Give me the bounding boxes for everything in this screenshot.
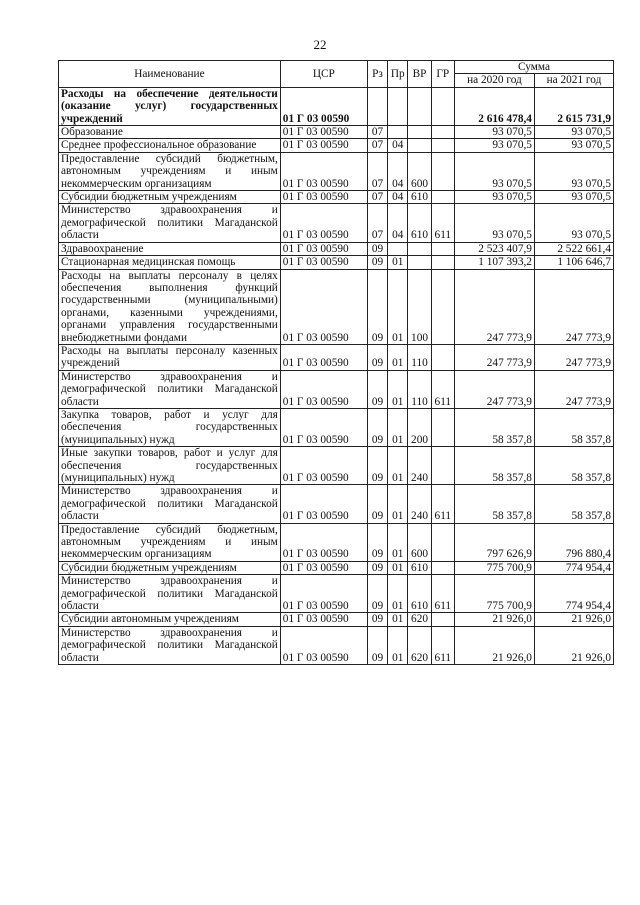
cell-name: Здравоохранение bbox=[59, 242, 281, 255]
cell-sum-2021: 247 773,9 bbox=[534, 269, 613, 344]
cell-csr: 01 Г 03 00590 bbox=[280, 485, 367, 523]
cell-name: Расходы на выплаты персоналу казенных учреждений bbox=[59, 344, 281, 370]
table-row bbox=[59, 561, 614, 574]
table-row bbox=[59, 87, 614, 125]
cell-sum-2020: 247 773,9 bbox=[454, 370, 534, 408]
table-row bbox=[59, 256, 614, 269]
table-row bbox=[59, 242, 614, 255]
cell-pr: 01 bbox=[388, 485, 408, 523]
cell-pr: 01 bbox=[388, 523, 408, 561]
cell-gr bbox=[431, 613, 454, 626]
table-row bbox=[59, 447, 614, 485]
cell-gr bbox=[431, 152, 454, 190]
cell-vr bbox=[408, 126, 431, 139]
cell-csr: 01 Г 03 00590 bbox=[280, 126, 367, 139]
cell-sum-2021: 93 070,5 bbox=[534, 191, 613, 204]
table-row bbox=[59, 626, 614, 664]
cell-gr: 611 bbox=[431, 204, 454, 242]
cell-sum-2021: 774 954,4 bbox=[534, 575, 613, 613]
cell-csr: 01 Г 03 00590 bbox=[280, 447, 367, 485]
cell-pr: 04 bbox=[388, 191, 408, 204]
cell-csr: 01 Г 03 00590 bbox=[280, 626, 367, 664]
cell-rz: 07 bbox=[367, 191, 387, 204]
cell-sum-2020: 247 773,9 bbox=[454, 269, 534, 344]
header-pr: Пр bbox=[388, 61, 408, 88]
cell-sum-2021: 1 106 646,7 bbox=[534, 256, 613, 269]
cell-name: Субсидии бюджетным учреждениям bbox=[59, 561, 281, 574]
cell-csr: 01 Г 03 00590 bbox=[280, 191, 367, 204]
cell-pr: 01 bbox=[388, 269, 408, 344]
budget-table bbox=[58, 60, 614, 665]
cell-name: Стационарная медицинская помощь bbox=[59, 256, 281, 269]
cell-sum-2020: 21 926,0 bbox=[454, 626, 534, 664]
cell-pr: 01 bbox=[388, 370, 408, 408]
cell-rz: 09 bbox=[367, 370, 387, 408]
cell-csr: 01 Г 03 00590 bbox=[280, 242, 367, 255]
header-csr: ЦСР bbox=[280, 61, 367, 88]
cell-vr: 600 bbox=[408, 152, 431, 190]
cell-rz: 09 bbox=[367, 613, 387, 626]
cell-pr: 04 bbox=[388, 139, 408, 152]
cell-csr: 01 Г 03 00590 bbox=[280, 561, 367, 574]
cell-sum-2021: 774 954,4 bbox=[534, 561, 613, 574]
cell-csr: 01 Г 03 00590 bbox=[280, 344, 367, 370]
cell-sum-2020: 2 523 407,9 bbox=[454, 242, 534, 255]
header-2020: на 2020 год bbox=[454, 74, 534, 87]
cell-sum-2021: 247 773,9 bbox=[534, 344, 613, 370]
table-row bbox=[59, 370, 614, 408]
cell-pr: 04 bbox=[388, 204, 408, 242]
cell-gr bbox=[431, 87, 454, 125]
cell-name: Образование bbox=[59, 126, 281, 139]
cell-name: Среднее профессиональное образование bbox=[59, 139, 281, 152]
table-row bbox=[59, 344, 614, 370]
cell-sum-2020: 93 070,5 bbox=[454, 152, 534, 190]
table-row bbox=[59, 485, 614, 523]
cell-gr: 611 bbox=[431, 626, 454, 664]
cell-vr: 200 bbox=[408, 408, 431, 446]
cell-vr: 610 bbox=[408, 561, 431, 574]
table-row bbox=[59, 269, 614, 344]
table-row bbox=[59, 408, 614, 446]
cell-pr: 01 bbox=[388, 575, 408, 613]
cell-pr bbox=[388, 242, 408, 255]
header-vr: ВР bbox=[408, 61, 431, 88]
table-row bbox=[59, 575, 614, 613]
cell-name: Иные закупки товаров, работ и услуг для обеспечения государственных (муниципальных) нужд bbox=[59, 447, 281, 485]
cell-sum-2021: 796 880,4 bbox=[534, 523, 613, 561]
cell-csr: 01 Г 03 00590 bbox=[280, 408, 367, 446]
cell-sum-2021: 2 522 661,4 bbox=[534, 242, 613, 255]
header-gr: ГР bbox=[431, 61, 454, 88]
cell-pr: 01 bbox=[388, 447, 408, 485]
cell-sum-2021: 58 357,8 bbox=[534, 408, 613, 446]
cell-csr: 01 Г 03 00590 bbox=[280, 87, 367, 125]
cell-rz: 09 bbox=[367, 242, 387, 255]
header-name: Наименование bbox=[59, 61, 281, 88]
cell-gr: 611 bbox=[431, 370, 454, 408]
cell-name: Субсидии бюджетным учреждениям bbox=[59, 191, 281, 204]
table-row bbox=[59, 613, 614, 626]
cell-sum-2020: 93 070,5 bbox=[454, 191, 534, 204]
cell-vr: 600 bbox=[408, 523, 431, 561]
cell-gr: 611 bbox=[431, 485, 454, 523]
cell-name: Расходы на обеспечение деятельности (оказание услуг) государственных учреждений bbox=[59, 87, 281, 125]
cell-name: Субсидии автономным учреждениям bbox=[59, 613, 281, 626]
cell-vr: 240 bbox=[408, 485, 431, 523]
cell-pr bbox=[388, 126, 408, 139]
cell-pr: 01 bbox=[388, 256, 408, 269]
cell-pr: 01 bbox=[388, 344, 408, 370]
cell-rz: 07 bbox=[367, 152, 387, 190]
page-number: 22 bbox=[313, 37, 327, 52]
cell-sum-2021: 21 926,0 bbox=[534, 626, 613, 664]
cell-name: Министерство здравоохранения и демографической политики Магаданской области bbox=[59, 204, 281, 242]
cell-gr bbox=[431, 269, 454, 344]
cell-name: Министерство здравоохранения и демографической политики Магаданской области bbox=[59, 575, 281, 613]
cell-sum-2021: 21 926,0 bbox=[534, 613, 613, 626]
cell-vr: 620 bbox=[408, 613, 431, 626]
cell-vr bbox=[408, 242, 431, 255]
cell-sum-2020: 775 700,9 bbox=[454, 561, 534, 574]
cell-gr bbox=[431, 139, 454, 152]
cell-name: Предоставление субсидий бюджетным, автономным учреждениям и иным некоммерческим организациям bbox=[59, 152, 281, 190]
cell-rz: 09 bbox=[367, 269, 387, 344]
cell-name: Закупка товаров, работ и услуг для обеспечения государственных (муниципальных) нужд bbox=[59, 408, 281, 446]
header-2021: на 2021 год bbox=[534, 74, 613, 87]
cell-vr: 100 bbox=[408, 269, 431, 344]
cell-gr bbox=[431, 242, 454, 255]
table-row bbox=[59, 152, 614, 190]
cell-vr: 110 bbox=[408, 370, 431, 408]
cell-gr bbox=[431, 447, 454, 485]
cell-gr: 611 bbox=[431, 575, 454, 613]
cell-vr bbox=[408, 87, 431, 125]
cell-sum-2021: 93 070,5 bbox=[534, 204, 613, 242]
cell-vr: 610 bbox=[408, 575, 431, 613]
cell-rz bbox=[367, 87, 387, 125]
cell-csr: 01 Г 03 00590 bbox=[280, 523, 367, 561]
cell-sum-2020: 797 626,9 bbox=[454, 523, 534, 561]
cell-vr: 610 bbox=[408, 204, 431, 242]
cell-pr: 01 bbox=[388, 561, 408, 574]
cell-pr: 04 bbox=[388, 152, 408, 190]
cell-sum-2020: 2 616 478,4 bbox=[454, 87, 534, 125]
cell-vr: 240 bbox=[408, 447, 431, 485]
cell-sum-2021: 58 357,8 bbox=[534, 485, 613, 523]
cell-sum-2021: 93 070,5 bbox=[534, 152, 613, 190]
cell-sum-2021: 93 070,5 bbox=[534, 139, 613, 152]
cell-rz: 09 bbox=[367, 256, 387, 269]
cell-csr: 01 Г 03 00590 bbox=[280, 152, 367, 190]
cell-rz: 09 bbox=[367, 523, 387, 561]
cell-vr: 610 bbox=[408, 191, 431, 204]
cell-pr: 01 bbox=[388, 613, 408, 626]
cell-pr: 01 bbox=[388, 626, 408, 664]
table-row bbox=[59, 139, 614, 152]
cell-rz: 09 bbox=[367, 447, 387, 485]
cell-vr: 620 bbox=[408, 626, 431, 664]
cell-sum-2020: 58 357,8 bbox=[454, 485, 534, 523]
table-row bbox=[59, 126, 614, 139]
cell-rz: 09 bbox=[367, 561, 387, 574]
table-row bbox=[59, 191, 614, 204]
cell-rz: 09 bbox=[367, 575, 387, 613]
header-rz: Рз bbox=[367, 61, 387, 88]
cell-gr bbox=[431, 408, 454, 446]
cell-rz: 07 bbox=[367, 126, 387, 139]
cell-gr bbox=[431, 561, 454, 574]
table-row bbox=[59, 204, 614, 242]
cell-sum-2021: 2 615 731,9 bbox=[534, 87, 613, 125]
cell-sum-2020: 93 070,5 bbox=[454, 126, 534, 139]
cell-vr bbox=[408, 256, 431, 269]
cell-csr: 01 Г 03 00590 bbox=[280, 139, 367, 152]
cell-csr: 01 Г 03 00590 bbox=[280, 256, 367, 269]
cell-rz: 09 bbox=[367, 408, 387, 446]
cell-csr: 01 Г 03 00590 bbox=[280, 204, 367, 242]
cell-rz: 09 bbox=[367, 344, 387, 370]
cell-gr bbox=[431, 344, 454, 370]
cell-name: Министерство здравоохранения и демографической политики Магаданской области bbox=[59, 485, 281, 523]
cell-rz: 07 bbox=[367, 204, 387, 242]
cell-sum-2020: 58 357,8 bbox=[454, 447, 534, 485]
cell-rz: 09 bbox=[367, 626, 387, 664]
cell-rz: 07 bbox=[367, 139, 387, 152]
header-sum: Сумма bbox=[454, 61, 613, 74]
cell-sum-2020: 247 773,9 bbox=[454, 344, 534, 370]
cell-vr bbox=[408, 139, 431, 152]
cell-sum-2020: 93 070,5 bbox=[454, 139, 534, 152]
cell-sum-2021: 93 070,5 bbox=[534, 126, 613, 139]
cell-pr bbox=[388, 87, 408, 125]
cell-name: Министерство здравоохранения и демографической политики Магаданской области bbox=[59, 626, 281, 664]
cell-sum-2020: 58 357,8 bbox=[454, 408, 534, 446]
cell-csr: 01 Г 03 00590 bbox=[280, 575, 367, 613]
cell-vr: 110 bbox=[408, 344, 431, 370]
cell-sum-2020: 775 700,9 bbox=[454, 575, 534, 613]
table-body bbox=[59, 87, 614, 664]
cell-gr bbox=[431, 126, 454, 139]
table-row bbox=[59, 523, 614, 561]
cell-name: Предоставление субсидий бюджетным, автономным учреждениям и иным некоммерческим организациям bbox=[59, 523, 281, 561]
cell-name: Расходы на выплаты персоналу в целях обеспечения выполнения функций государственными (муниципальными) органами, казенными учреждениями, органами управления государственными внебюджетными фондами bbox=[59, 269, 281, 344]
cell-gr bbox=[431, 256, 454, 269]
cell-sum-2021: 58 357,8 bbox=[534, 447, 613, 485]
cell-sum-2020: 21 926,0 bbox=[454, 613, 534, 626]
cell-sum-2021: 247 773,9 bbox=[534, 370, 613, 408]
cell-pr: 01 bbox=[388, 408, 408, 446]
cell-gr bbox=[431, 523, 454, 561]
cell-name: Министерство здравоохранения и демографической политики Магаданской области bbox=[59, 370, 281, 408]
cell-rz: 09 bbox=[367, 485, 387, 523]
cell-sum-2020: 1 107 393,2 bbox=[454, 256, 534, 269]
cell-gr bbox=[431, 191, 454, 204]
cell-sum-2020: 93 070,5 bbox=[454, 204, 534, 242]
cell-csr: 01 Г 03 00590 bbox=[280, 269, 367, 344]
cell-csr: 01 Г 03 00590 bbox=[280, 613, 367, 626]
cell-csr: 01 Г 03 00590 bbox=[280, 370, 367, 408]
